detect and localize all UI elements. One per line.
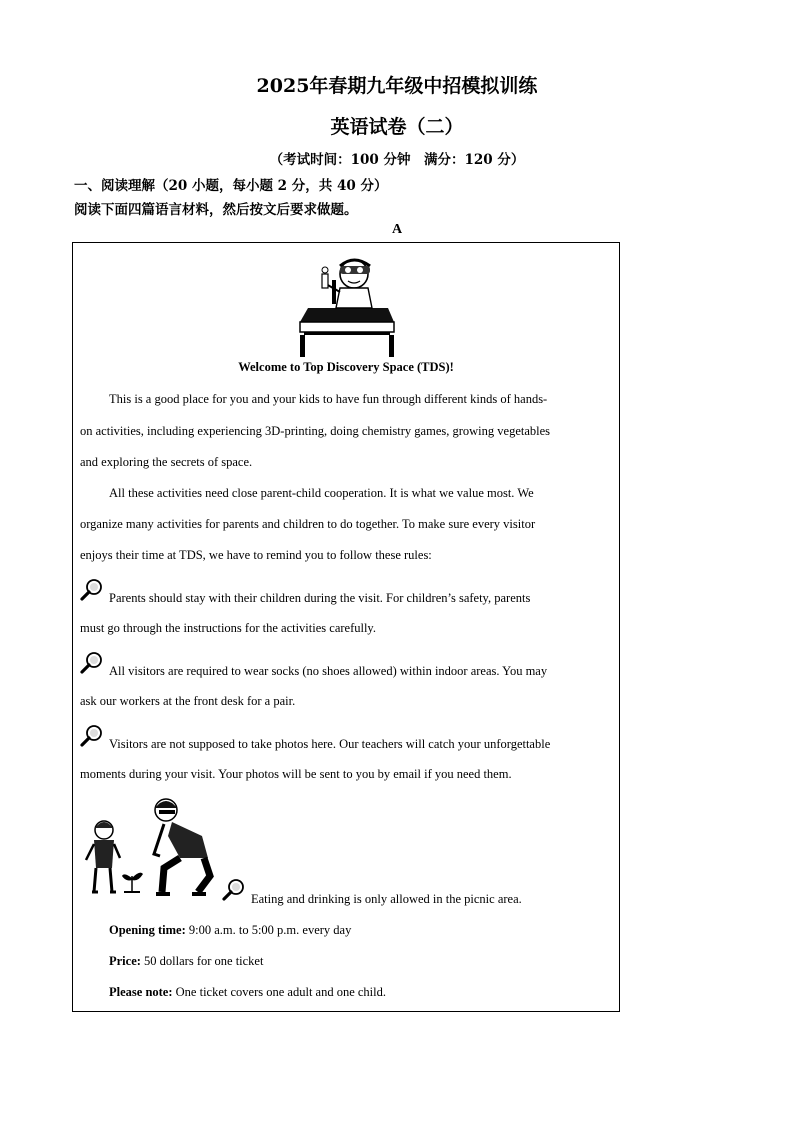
rule-1-line-2: must go through the instructions for the activities carefully.	[80, 621, 376, 635]
price	[109, 954, 263, 969]
paper-subtitle: 英语试卷（二）	[330, 116, 464, 138]
rule-3-line-1: Visitors are not supposed to take photos here. Our teachers will catch your unforgettable	[109, 737, 551, 751]
coop-line-1: All these activities need close parent-child cooperation. It is what we value most. We	[109, 486, 534, 500]
rule-2-line-1: All visitors are required to wear socks (no shoes allowed) within indoor areas. You may	[109, 664, 548, 678]
section-instruction: 阅读下面四篇语言材料，然后按文后要求做题。	[74, 202, 358, 218]
price-value: 50 dollars for one ticket	[140, 954, 264, 968]
rule-1-line-1: Parents should stay with their children during the visit. For children’s safety, parents	[109, 591, 531, 605]
magnifier-icon	[222, 878, 246, 902]
intro-line-1: This is a good place for you and your kids to have fun through different kinds of hands-	[109, 392, 548, 406]
rule-3-line-2: moments during your visit. Your photos will be sent to you by email if you need them.	[80, 767, 512, 781]
note-value: One ticket covers one adult and one child.	[172, 985, 387, 999]
exam-info: （考试时间：100 分钟 满分：120 分）	[269, 152, 525, 168]
passage-welcome: Welcome to Top Discovery Space (TDS)!	[238, 360, 454, 374]
scientist-illustration	[296, 250, 398, 360]
please-note	[109, 985, 386, 1000]
magnifier-icon	[80, 651, 104, 675]
parent-child-illustration	[80, 796, 225, 900]
opening-time-value: 9:00 a.m. to 5:00 p.m. every day	[185, 923, 352, 937]
magnifier-icon	[80, 578, 104, 602]
coop-line-3: enjoys their time at TDS, we have to remind you to follow these rules:	[80, 548, 432, 562]
price-label: Price:	[109, 954, 141, 968]
rule-2-line-2: ask our workers at the front desk for a pair.	[80, 694, 296, 708]
opening-time-label: Opening time:	[109, 923, 186, 937]
passage-letter: A	[391, 222, 403, 237]
rule-4-line: Eating and drinking is only allowed in the picnic area.	[251, 892, 522, 906]
page-title: 2025年春期九年级中招模拟训练	[256, 75, 538, 97]
intro-line-3: and exploring the secrets of space.	[80, 455, 253, 469]
coop-line-2: organize many activities for parents and children to do together. To make sure every visitor	[80, 517, 536, 531]
opening-time	[109, 923, 351, 938]
magnifier-icon	[80, 724, 104, 748]
intro-line-2: on activities, including experiencing 3D-printing, doing chemistry games, growing vegetables	[80, 424, 551, 438]
section-heading: 一、阅读理解（20 小题，每小题 2 分，共 40 分）	[74, 178, 388, 194]
note-label: Please note:	[109, 985, 173, 999]
